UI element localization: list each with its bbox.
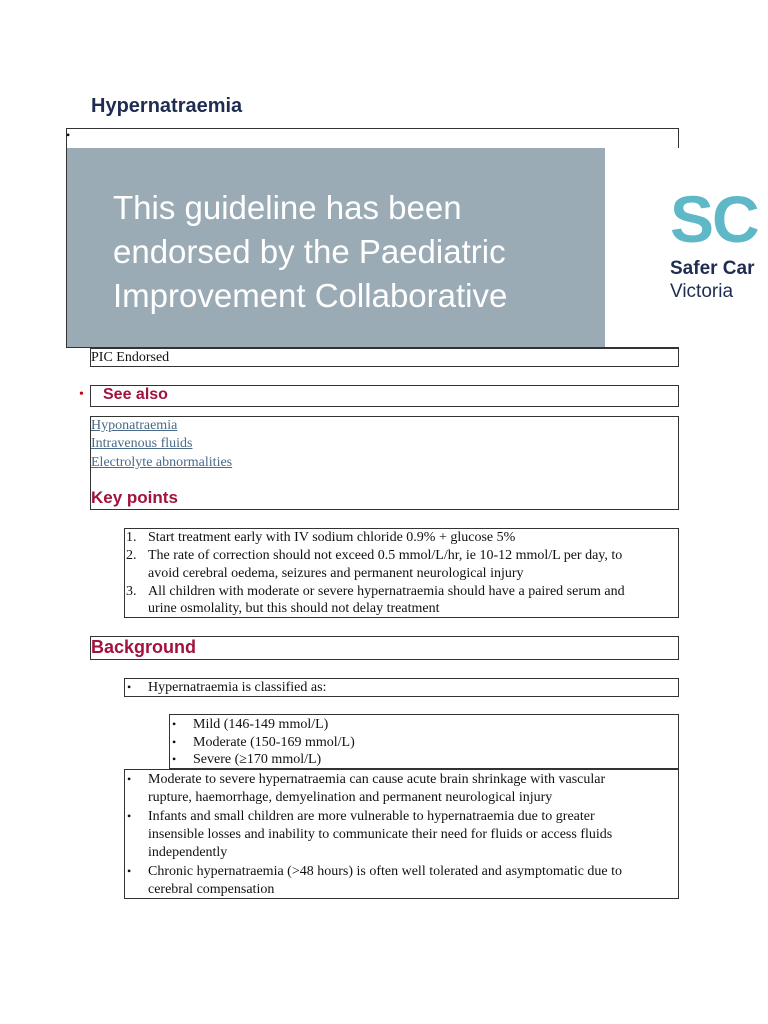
list-item: rupture, haemorrhage, demyelination and permanent neurological injury xyxy=(148,790,553,805)
bullet-icon: • xyxy=(172,752,177,766)
link-intravenous-fluids[interactable]: Intravenous fluids xyxy=(91,436,193,451)
page-title: Hypernatraemia xyxy=(91,95,243,117)
list-item: Severe (≥170 mmol/L) xyxy=(193,752,322,767)
background-heading: Background xyxy=(91,637,197,657)
see-also-heading: See also xyxy=(103,386,168,403)
list-item: Moderate to severe hypernatraemia can cause acute brain shrinkage with vascular xyxy=(148,772,606,787)
list-number: 1. xyxy=(126,530,137,545)
key-point: Start treatment early with IV sodium chloride 0.9% + glucose 5% xyxy=(148,530,516,545)
bullet-icon: • xyxy=(79,387,84,402)
bullet-icon: • xyxy=(172,735,177,749)
logo-line: Safer Car xyxy=(670,258,755,279)
key-point: All children with moderate or severe hypernatraemia should have a paired serum and xyxy=(148,584,625,599)
list-item: independently xyxy=(148,845,228,860)
bullet-icon: • xyxy=(127,809,132,823)
banner-line: Improvement Collaborative xyxy=(113,277,508,314)
bullet-icon: • xyxy=(127,772,132,786)
key-point: The rate of correction should not exceed 0.5 mmol/L/hr, ie 10-12 mmol/L per day, to xyxy=(148,548,623,563)
list-item: Infants and small children are more vulnerable to hypernatraemia due to greater xyxy=(148,809,595,824)
list-item: cerebral compensation xyxy=(148,882,275,897)
link-hyponatraemia[interactable]: Hyponatraemia xyxy=(91,418,178,433)
list-item: insensible losses and inability to communicate their need for fluids or access fluids xyxy=(148,827,613,842)
key-point: avoid cerebral oedema, seizures and permanent neurological injury xyxy=(148,566,524,581)
logo-line: Victoria xyxy=(670,281,734,302)
key-points-heading: Key points xyxy=(91,488,178,507)
list-item: Mild (146-149 mmol/L) xyxy=(193,717,329,732)
see-also-frame xyxy=(90,385,679,407)
banner-text xyxy=(113,186,507,318)
list-number: 2. xyxy=(126,548,137,563)
scv-logo xyxy=(605,148,768,347)
banner-line: endorsed by the Paediatric xyxy=(113,233,506,270)
caption-frame xyxy=(90,348,679,367)
logo-letters: SC xyxy=(670,182,758,256)
bullet-icon: • xyxy=(127,864,132,878)
list-number: 3. xyxy=(126,584,137,599)
link-electrolyte-abnormalities[interactable]: Electrolyte abnormalities xyxy=(91,455,233,470)
bullet-icon: • xyxy=(66,128,71,142)
banner-line: This guideline has been xyxy=(113,189,462,226)
bullet-icon: • xyxy=(127,680,132,694)
list-item: Chronic hypernatraemia (>48 hours) is often well tolerated and asymptomatic due to xyxy=(148,864,623,879)
key-point: urine osmolality, but this should not delay treatment xyxy=(148,601,440,616)
list-item: Hypernatraemia is classified as: xyxy=(148,680,327,695)
bullet-icon: • xyxy=(172,717,177,731)
list-item: Moderate (150-169 mmol/L) xyxy=(193,735,355,750)
banner-caption: PIC Endorsed xyxy=(91,350,170,365)
